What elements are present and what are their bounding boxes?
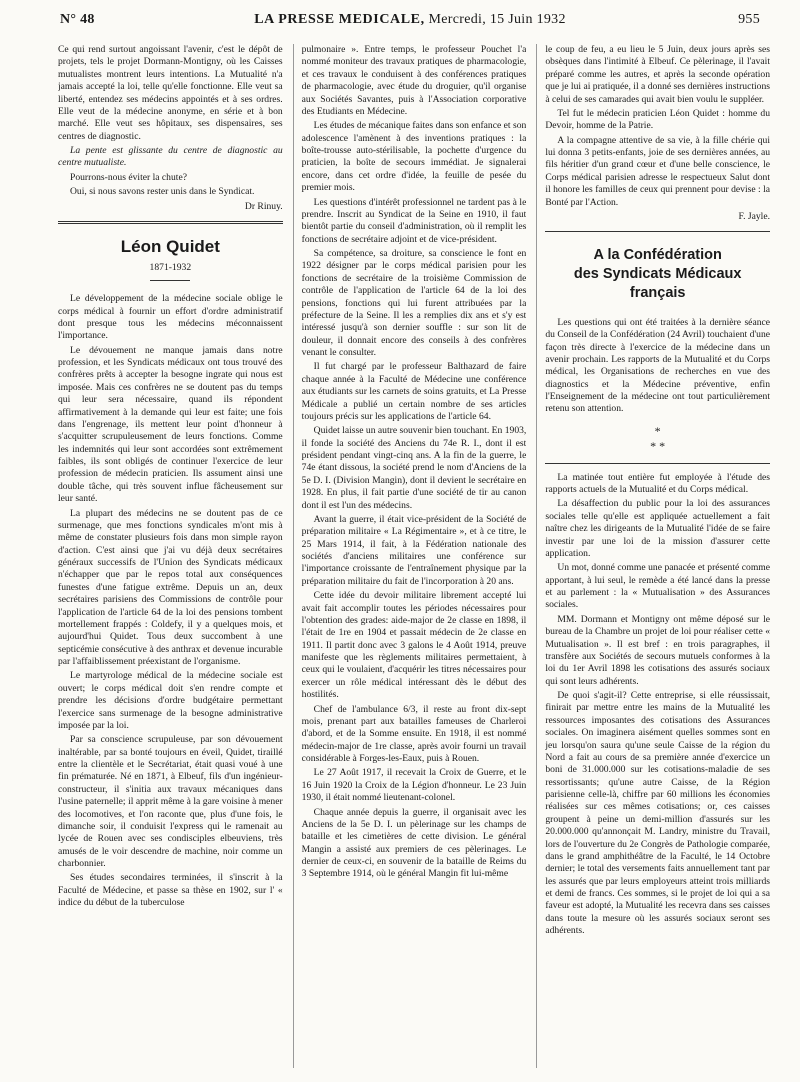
paragraph: MM. Dormann et Montigny ont même déposé sur le bureau de la Chambre un projet de loi pour réaliser cette « Mutualisation ». Il est bref : en trois paragraphes, il transfère aux Sociétés de secours mutuels conformes à la loi du 1er Avril 1898 les cotisations des assurés sociaux qui sont leurs adhérents. — [545, 613, 771, 687]
paragraph: Chaque année depuis la guerre, il organisait avec les Anciens de la 5e D. I. un pèlerinage sur les champs de bataille et les cimetières de cette division. Le général Mangin a assisté aux premiers de ces pèlerinages. Le dernier de ceux-ci, en souvenir de la bataille de Reims du 3 Septembre 1914, où le général Mangin fit lui-même — [301, 806, 527, 880]
paragraph: Cette idée du devoir militaire librement accepté lui avait fait accomplir toutes les périodes nécessaires pour l'obtention des grades: aide-major de 2e classe en 1898, il l'était de 1re en 1904 et passait médecin de 2e classe en 1911. Il partit donc avec 3 galons le 4 Août 1914, preuve manifeste que les règlements militaires permettaient, à ceux qui le voulaient, d'acquérir les titres nécessaires pour exercer un rôle médical intéressant dès le début des hostilités. — [301, 590, 527, 701]
column-right — [536, 44, 770, 1068]
paragraph: Oui, si nous savons rester unis dans le Syndicat. — [70, 186, 255, 198]
page-number: 955 — [738, 12, 760, 27]
paragraph: le coup de feu, a eu lieu le 5 Juin, deux jours après ses obsèques dans l'intimité à Elbeuf. Ce pèlerinage, il l'avait préparé comme les autres, et après la seconde opération que je lui ai pratiquée, il a donné ses dernières instructions à celui de ses camarades qui avait bien voulu le suppléer. — [545, 44, 771, 105]
masthead — [170, 12, 650, 28]
paragraph: Le 27 Août 1917, il recevait la Croix de Guerre, et le 16 Juin 1920 la Croix de la Légion d'honneur. Le 23 Juin 1930, il était nommé lieutenant-colonel. — [301, 767, 527, 804]
paragraph: Pourrons-nous éviter la chute? — [70, 171, 187, 183]
paragraph: Sa compétence, sa droiture, sa conscience le font en 1922 désigner par le corps médical parisien pour les fonctions de secrétaire de la troisième Commission de contrôle de l'application de l'article 64 de la loi des pensions, fonctions qui lui furent attribuées par la préfecture de la Seine. Il les a remplies dix ans et s'y est intéressé jusqu'à son dernier souffle : sur son lit de douleur, il donnait encore des conseils à des confrères venant le consulter. — [301, 248, 527, 358]
paragraph: Avant la guerre, il était vice-président de la Société de préparation militaire « La Régimentaire », et à ce titre, le 25 Mars 1914, il fait, à la Fédération nationale des sociétés d'anciens militaires une conférence sur l'importance croissante de l'entraînement physique par la préparation militaire du fait de l'incorporation à 20 ans. — [301, 513, 527, 587]
paragraph: La désaffection du public pour la loi des assurances sociales telle qu'elle est appliquée actuellement a fait naître chez les dirigeants de la Mutualité l'idée de se faire investir par une loi de la mission d'assurer cette application. — [545, 498, 771, 559]
journal-name: LA PRESSE MEDICALE, — [254, 12, 425, 27]
paragraph: Le martyrologe médical de la médecine sociale est ouvert; le corps médical doit s'en rendre compte et prendre les décisions d'ordre budgétaire permettant l'exercice sans surmenage de la besogne administrative imposée par la loi. — [58, 670, 283, 731]
paragraph: Les études de mécanique faites dans son enfance et son adolescence l'amènent à des inventions pratiques : la boîte-trousse auto-stérilisable, la pochette d'urgence du praticien, la boîte de secours immédiat. Je signalerai encore, dans cet ordre d'idée, la feuille de pesée du premier mois. — [301, 120, 527, 194]
issue-date: Mercredi, 15 Juin 1932 — [428, 12, 566, 27]
page-header — [60, 12, 760, 38]
confederation-title-line-1: A la Confédération — [593, 247, 722, 264]
author-signature: F. Jayle. — [738, 210, 771, 222]
author-signature: Dr Rinuy. — [244, 200, 283, 212]
paragraph: A la compagne attentive de sa vie, à la fille chérie qui lui donna 3 petits-enfants, joie de ses dernières années, au fils héritier d'un grand cœur et d'une belle conscience, le Corps médical parisien adresse le respectueux Salut dont il honore les familles de ceux qui prennent pour devise : la Bonté par l'Action. — [545, 134, 771, 208]
paragraph: La plupart des médecins ne se doutent pas de ce surmenage, que mes fonctions syndicales m'ont mis à même de constater plusieurs fois dans mon simple rayon d'action. C'est ainsi que j'ai vu déjà deux secrétaires généraux successifs de l'Union des Syndicats médicaux n'échapper que par le repos total aux conséquences funestes d'une fatigue extrême. Depuis un an, deux secrétaires parisiens des Commissions de contrôle pour l'application de l'article 64 de la loi des pensions tombent mortellement frappés : Coldefy, il y a quelques mois, et aujourd'hui Quidet. Tous deux succombent à une septicémie consécutive à des anthrax et devenue incurable par l'affaiblissement préexistant de l'organisme. — [58, 507, 283, 668]
paragraph: Le développement de la médecine sociale oblige le corps médical à fournir un effort d'ordre administratif dont presque tous les médecins méconnaissent l'importance. — [58, 293, 283, 342]
asterism: * * * — [650, 423, 666, 454]
section-divider — [545, 231, 770, 232]
paragraph: La pente est glissante du centre de diagnostic au centre mutualiste. — [58, 145, 283, 169]
title-rule — [150, 280, 190, 281]
issue-number: N° 48 — [60, 12, 95, 27]
confederation-title — [545, 246, 770, 303]
paragraph: pulmonaire ». Entre temps, le professeur Pouchet l'a nommé moniteur des travaux pratiques de pharmacologie, et ces travaux le conduisent à des conférences pratiques de pharmacologie, avec étude du droguier, qu'il organise aux Sociétés Savantes, puis à l'Association corporative des Etudiants en Médecine. — [301, 44, 527, 117]
paragraph: Un mot, donné comme une panacée et présenté comme apportant, à lui seul, le remède a été lancé dans la presse et au parlement : la « Mutualisation » des Assurances sociales. — [545, 562, 771, 611]
paragraph: Chef de l'ambulance 6/3, il reste au front dix-sept mois, prenant part aux batailles fameuses de Charleroi d'abord, et de la Somme ensuite. En 1918, il est nommé médecin-major de 1re classe, après avoir fourni un travail considérable à Forges-les-Eaux, puis à Rouen. — [301, 703, 527, 764]
paragraph: Quidet laisse un autre souvenir bien touchant. En 1903, il fonde la société des Anciens du 74e R. I., dont il est président pendant vingt-cinq ans. A la fin de la guerre, le 74e étant dissous, la société prend le nom d'Anciens de la 5e D. I. (Division Mangin), dont il devient le secrétaire en 1928. En plus, il fait partie d'une société de tir au canon dont il est l'un des médecins. — [301, 425, 527, 511]
paragraph: Par sa conscience scrupuleuse, par son dévouement inaltérable, par sa bonté toujours en éveil, Quidet, tiraillé entre la clientèle et le Secrétariat, était quasi voué à une fin prématurée. Né en 1871, à Elbeuf, fils d'un ingénieur-constructeur, il s'initia aux travaux mécaniques dans l'usine paternelle; il apprit même à la gare voisine à mener des locomotives, et l'on raconte que, plus d'une fois, le dimanche soir, il conduisit l'express qui le ramenait au lycée de Rouen avec ses condisciples elbeuviens, très amusés de le voir descendre de machine, noir comme un charbonnier. — [58, 734, 283, 870]
paragraph: Tel fut le médecin praticien Léon Quidet : homme du Devoir, homme de la Patrie. — [545, 107, 771, 132]
obituary-title: Léon Quidet — [120, 236, 220, 256]
paragraph: Ses études secondaires terminées, il s'inscrit à la Faculté de Médecine, et passe sa thèse en 1902, sur l' « indice du début de la tuberculose — [58, 872, 283, 909]
paragraph: Le dévouement ne manque jamais dans notre profession, et les Syndicats médicaux ont tous trouvé des confrères prêts à accepter la besogne ingrate qui nous est imposée. Mais ces confrères ne se doutent pas du temps qui leur sera nécessaire, quand ils répondent affirmativement à la demande qui leur est faite; une fois dans l'engrenage, ils mettent leur point d'honneur à s'acquitter scrupuleusement de leurs fonctions. Comme les indemnités qui leur sont accordées sont extrêmement faibles, ils sont obligés de continuer l'exercice de leur profession de médecin praticien. Ils assument ainsi une double tâche, qui très souvent influe fâcheusement sur leur santé. — [58, 344, 283, 505]
paragraph: Les questions qui ont été traitées à la dernière séance du Conseil de la Confédération (24 Avril) touchaient d'une façon très directe à l'exercice de la médecine dans un avenir prochain. Les rapports de la Mutualité et du Corps médical, les Organisations de recherches en vue des diagnostics et la Médecine préventive, enfin l'Enseignement de la médecine ont tout particulièrement retenu son attention. — [545, 316, 771, 415]
article-columns — [58, 44, 770, 1068]
column-left — [58, 44, 283, 1068]
paragraph: Ce qui rend surtout angoissant l'avenir, c'est le dépôt de projets, tels le projet Dormann-Montigny, où les Caisses mutualistes montrent leurs intentions. La Mutualité n'a jamais accepté la loi, telle qu'elle fonctionne. Elle veut sa liberté, entendez ses médecins appointés et à ses ordres. Elle veut de la médecine anonyme, en série et à bon marché. Elle veut ses hôpitaux, ses dispensaires, ses centres de diagnostic. — [58, 44, 283, 142]
obituary-dates: 1871-1932 — [149, 261, 192, 273]
paragraph: La matinée tout entière fut employée à l'étude des rapports actuels de la Mutualité et du Corps médical. — [545, 471, 771, 496]
column-middle — [293, 44, 527, 1068]
paragraph: Les questions d'intérêt professionnel ne tardent pas à le prendre. Inscrit au Syndicat de la Seine en 1910, il faut bientôt partie du conseil d'administration, où il remplit les fonctions de secrétaire adjoint et de vice-président. — [301, 196, 527, 245]
paragraph: Il fut chargé par le professeur Balthazard de faire chaque année à la Faculté de Médecine une conférence aux étudiants sur les carnets de soins gratuits, et La Presse Médicale a publié un certain nombre de ses articles toujours précis sur les applications de l'article 64. — [301, 361, 527, 422]
section-divider — [545, 463, 770, 464]
section-divider — [58, 221, 283, 224]
confederation-title-line-2: des Syndicats Médicaux français — [573, 266, 742, 301]
paragraph: De quoi s'agit-il? Cette entreprise, si elle réussissait, finirait par mettre entre les mains de la Mutualité les ressources imposantes des cotisations des Assurances sociales. On imaginera aisément quelles sommes sont en jeu lorsqu'on saura qu'une seule Caisse de la région du Nord a fait au cours de sa première année d'exercice un boni de 31.000.000 sur les cotisations-maladie de ses ressortissants; qu'une autre Caisse, de la Région parisienne celle-là, chiffre par 60 millions les économies réalisées sur ces mêmes cotisations; or, ces caisses groupent à peine un demi-million d'assurés sur les 20.000.000 qu'annonçait M. Landry, ministre du Travail, lors de l'ouverture du 2e Congrès de Pathologie comparée, dans le grand amphithéâtre de la Faculté, le 14 Octobre dernier; le total des versements faits annuellement tant par les assurés que par leurs employeurs atteint trois milliards et demi de francs. Ces sommes, si le projet de loi qui a sa faveur est adopté, la Mutualité les recevra dans ses caisses dans toute la mesure où les assurés sociaux seront ses adhérents. — [545, 690, 771, 937]
